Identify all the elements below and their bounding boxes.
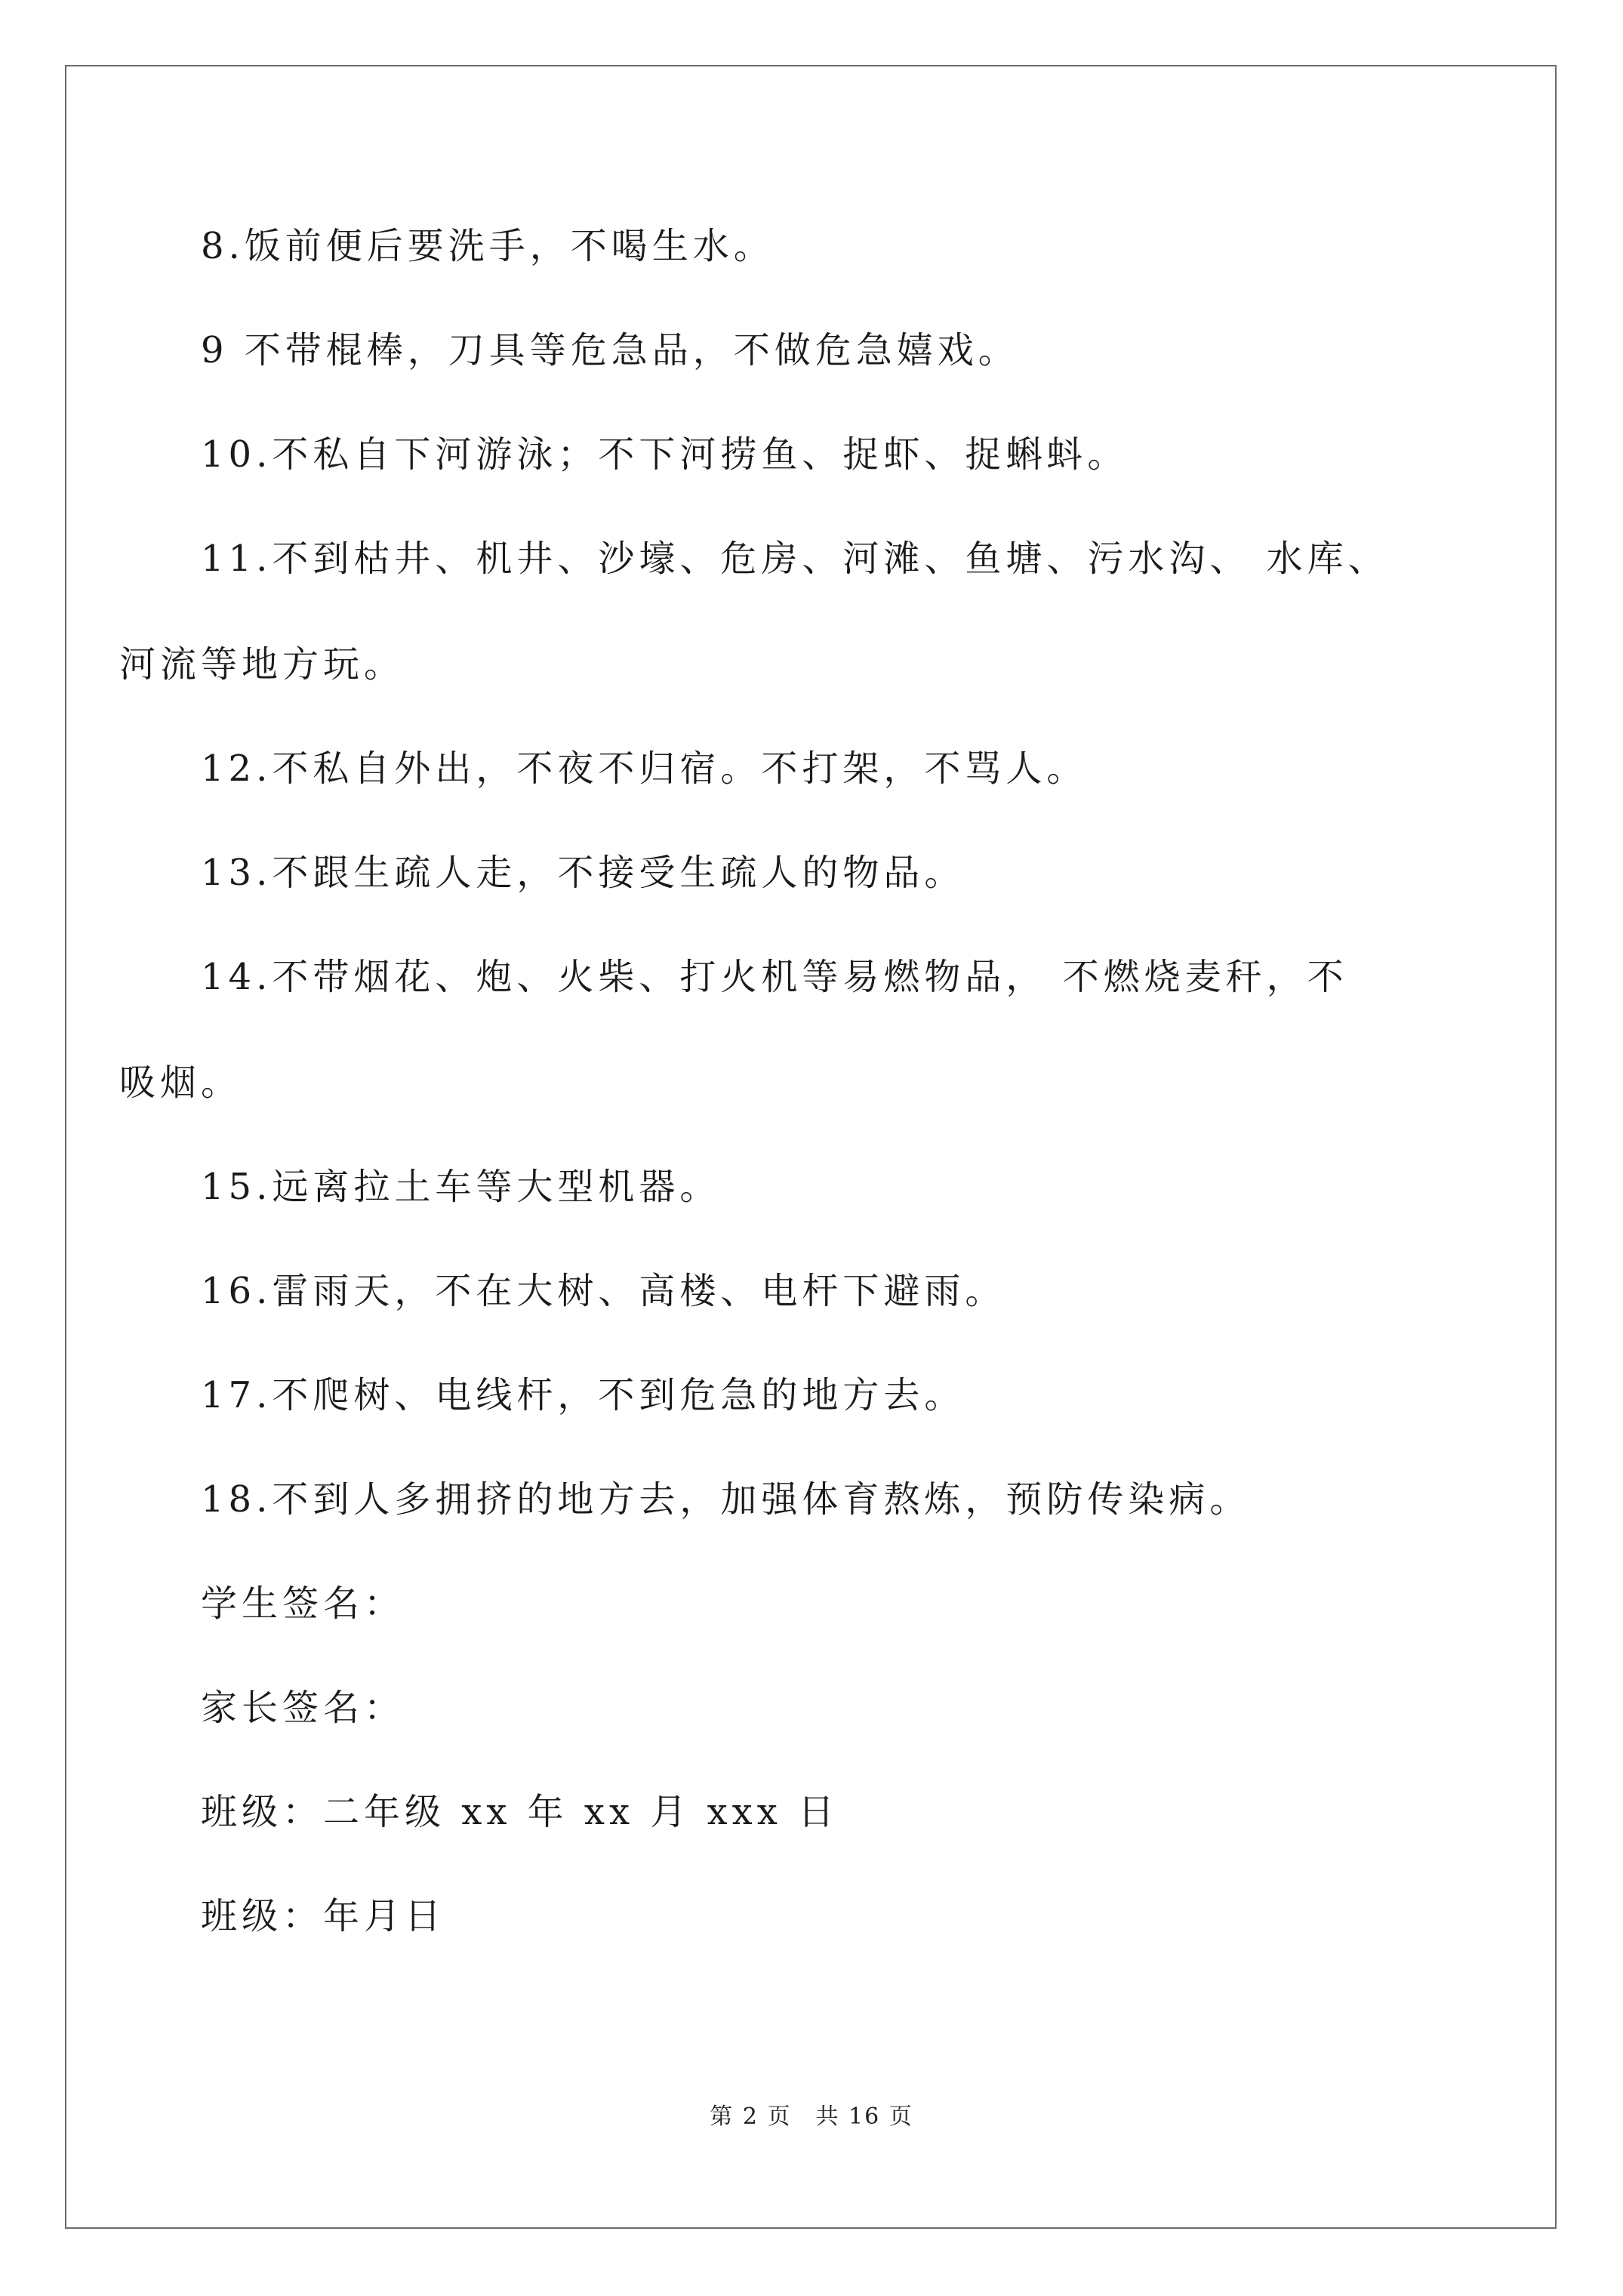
rule-item-18: 18.不到人多拥挤的地方去，加强体育熬炼，预防传染病。: [201, 1478, 1251, 1521]
rule-item-12: 12.不私自外出，不夜不归宿。不打架，不骂人。: [201, 747, 1088, 790]
rule-item-11-line-1: 11.不到枯井、机井、沙壕、危房、河滩、鱼塘、污水沟、 水库、: [201, 538, 1389, 580]
class-date-line-2: 班级：年月日: [201, 1895, 446, 1937]
document-body: [119, 219, 1446, 1993]
class-date-line-1: 班级：二年级 xx 年 xx 月 xxx 日: [201, 1791, 839, 1833]
rule-item-13: 13.不跟生疏人走，不接受生疏人的物品。: [201, 852, 965, 894]
rule-item-16: 16.雷雨天，不在大树、高楼、电杆下避雨。: [201, 1270, 1006, 1312]
rule-item-17: 17.不爬树、电线杆，不到危急的地方去。: [201, 1374, 965, 1416]
rule-item-11: [119, 532, 1446, 692]
page-number-footer: 第 2 页 共 16 页: [710, 2103, 913, 2130]
rule-item-8: 8.饭前便后要洗手，不喝生水。: [201, 225, 775, 267]
rule-item-14: [119, 950, 1446, 1110]
rule-item-9: 9 不带棍棒，刀具等危急品，不做危急嬉戏。: [201, 329, 1019, 371]
rule-item-14-line-1: 14.不带烟花、炮、火柴、打火机等易燃物品， 不燃烧麦秆，不: [201, 956, 1348, 998]
student-signature-label: 学生签名：: [201, 1583, 405, 1625]
rule-item-15: 15.远离拉土车等大型机器。: [201, 1166, 721, 1208]
rule-item-10: 10.不私自下河游泳；不下河捞鱼、捉虾、捉蝌蚪。: [201, 433, 1129, 476]
rule-item-11-line-2: 河流等地方玩。: [119, 643, 405, 686]
parent-signature-label: 家长签名：: [201, 1687, 405, 1729]
rule-item-14-line-2: 吸烟。: [119, 1062, 242, 1104]
